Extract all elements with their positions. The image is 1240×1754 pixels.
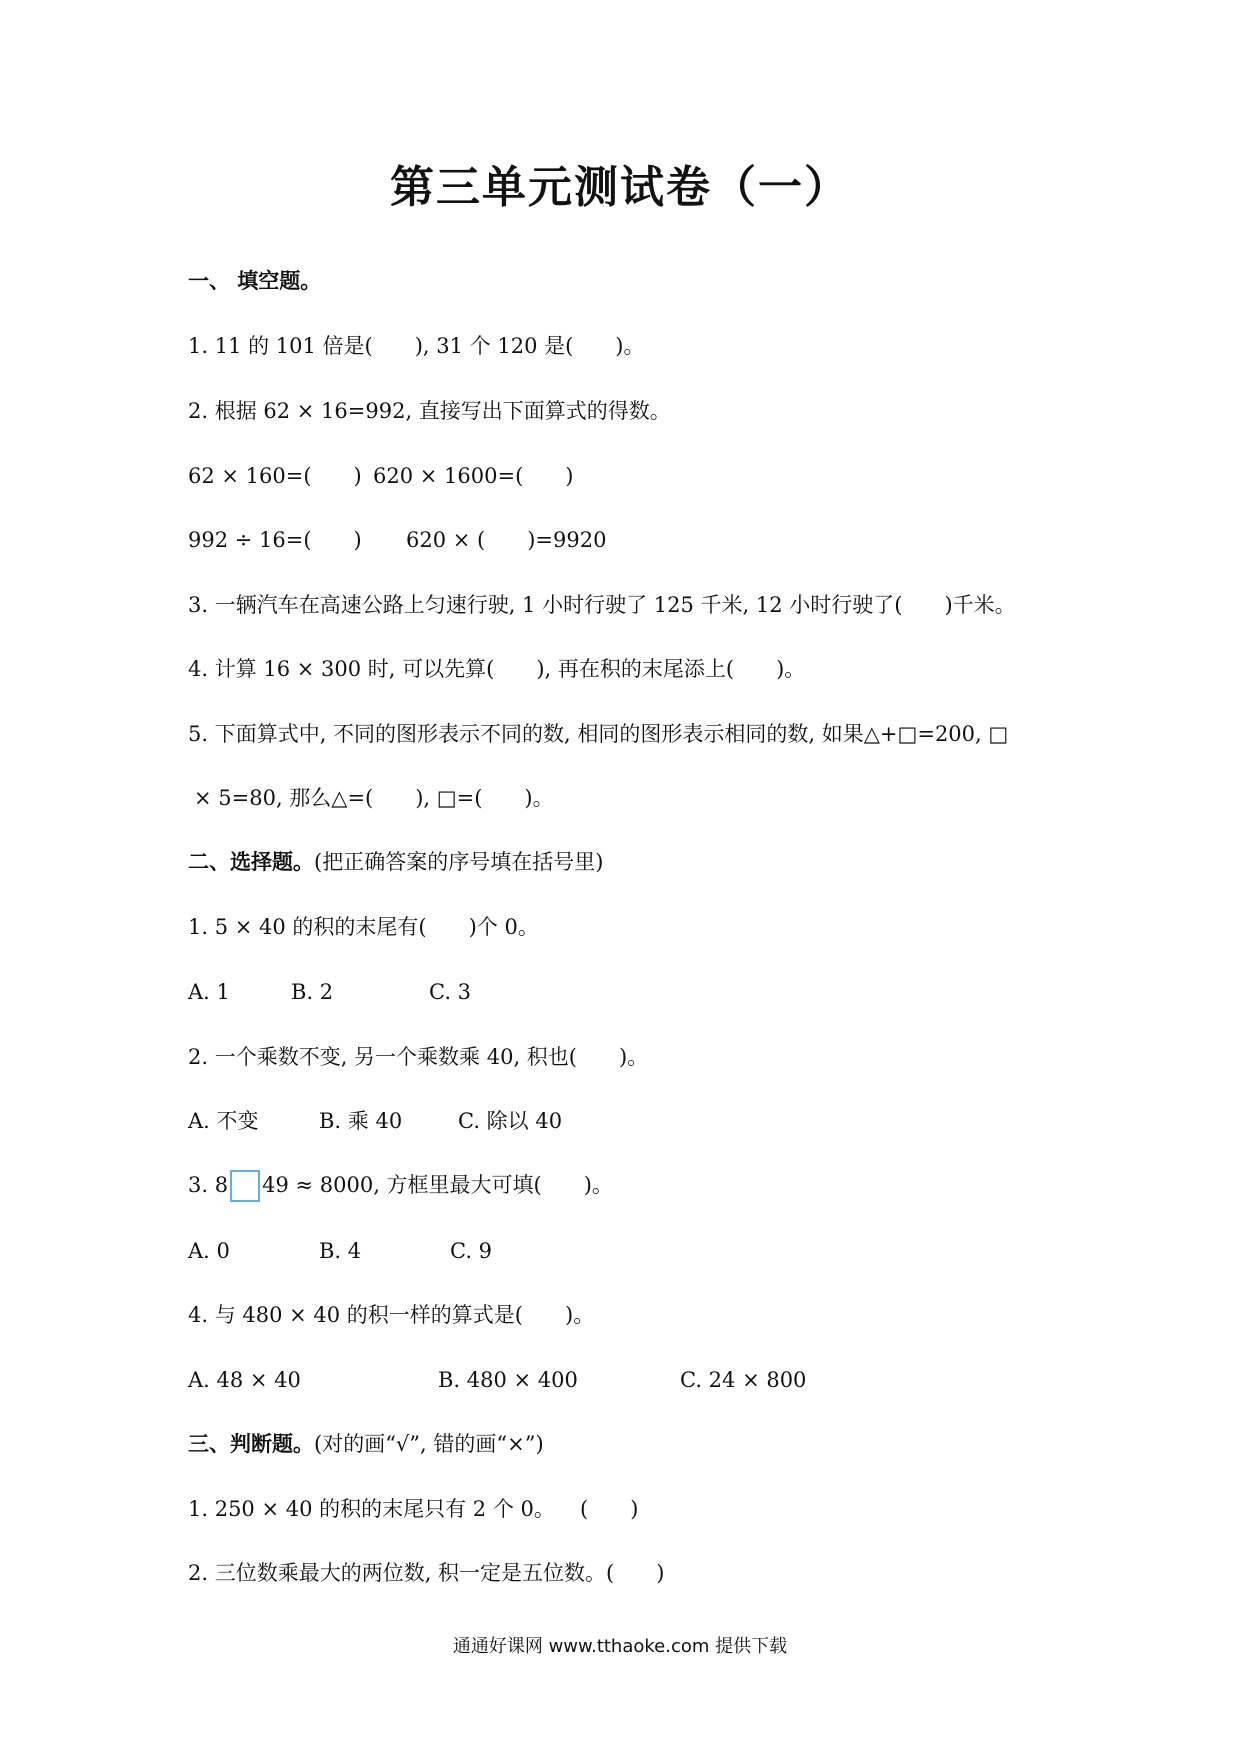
section1-question-2-row2 <box>188 525 788 555</box>
section1-question-5-line1: 5. 下面算式中, 不同的图形表示不同的数, 相同的图形表示相同的数, 如果△+□=200, □ <box>188 722 1009 746</box>
footer-credit: 通通好课网 www.tthaoke.com 提供下载 <box>452 1636 788 1657</box>
section2-question-2-options <box>188 1106 888 1136</box>
option-a: A. 1 <box>188 980 230 1004</box>
option-b: B. 480 × 400 <box>438 1368 578 1392</box>
q3-suffix: 49 ≈ 8000, 方框里最大可填( )。 <box>262 1173 613 1197</box>
section2-question-4: 4. 与 480 × 40 的积一样的算式是( )。 <box>188 1303 595 1327</box>
section2-heading-title: 二、选择题。 <box>188 849 314 874</box>
section1-question-4: 4. 计算 16 × 300 时, 可以先算( ), 再在积的末尾添上( )。 <box>188 657 806 681</box>
q2-item-b: 620 × 1600=( ) <box>373 464 574 488</box>
page-title: 第三单元测试卷（一） <box>390 162 850 213</box>
section2-question-3-options <box>188 1236 888 1266</box>
q2-item-d: 620 × ( )=9920 <box>406 528 607 552</box>
option-a: A. 48 × 40 <box>188 1368 301 1392</box>
section2-question-1: 1. 5 × 40 的积的末尾有( )个 0。 <box>188 915 539 939</box>
section2-question-1-options <box>188 977 888 1007</box>
section2-question-2: 2. 一个乘数不变, 另一个乘数乘 40, 积也( )。 <box>188 1045 649 1069</box>
option-b: B. 2 <box>291 980 334 1004</box>
q2-item-a: 62 × 160=( ) <box>188 464 362 488</box>
section3-heading <box>188 1429 544 1459</box>
answer-box <box>230 1170 260 1202</box>
section3-heading-note: (对的画“√”, 错的画“×”) <box>314 1432 544 1456</box>
q3-prefix: 3. 8 <box>188 1173 229 1197</box>
option-a: A. 不变 <box>188 1109 259 1133</box>
section2-heading <box>188 847 603 877</box>
option-c: C. 24 × 800 <box>680 1368 807 1392</box>
option-b: B. 4 <box>319 1239 362 1263</box>
section1-heading: 一、 填空题。 <box>188 268 322 293</box>
option-b: B. 乘 40 <box>319 1109 403 1133</box>
section1-question-1: 1. 11 的 101 倍是( ), 31 个 120 是( )。 <box>188 334 645 358</box>
section2-heading-note: (把正确答案的序号填在括号里) <box>314 850 604 874</box>
section1-question-2-row1 <box>188 461 788 491</box>
q1-text: 1. 250 × 40 的积的末尾只有 2 个 0。 <box>188 1497 555 1521</box>
section1-question-2: 2. 根据 62 × 16=992, 直接写出下面算式的得数。 <box>188 399 671 423</box>
section2-question-3 <box>188 1170 613 1202</box>
q1-answer-blank: ( ) <box>580 1497 639 1521</box>
section3-question-2: 2. 三位数乘最大的两位数, 积一定是五位数。( ) <box>188 1561 665 1585</box>
section3-question-1 <box>188 1494 888 1524</box>
section3-heading-title: 三、判断题。 <box>188 1431 314 1456</box>
option-a: A. 0 <box>188 1239 230 1263</box>
section1-question-5-line2: × 5=80, 那么△=( ), □=( )。 <box>194 786 554 810</box>
option-c: C. 9 <box>450 1239 493 1263</box>
section2-question-4-options <box>188 1365 988 1395</box>
q2-item-c: 992 ÷ 16=( ) <box>188 528 362 552</box>
option-c: C. 3 <box>429 980 472 1004</box>
option-c: C. 除以 40 <box>458 1109 563 1133</box>
section1-question-3: 3. 一辆汽车在高速公路上匀速行驶, 1 小时行驶了 125 千米, 12 小时行驶了( )千米。 <box>188 593 1016 617</box>
